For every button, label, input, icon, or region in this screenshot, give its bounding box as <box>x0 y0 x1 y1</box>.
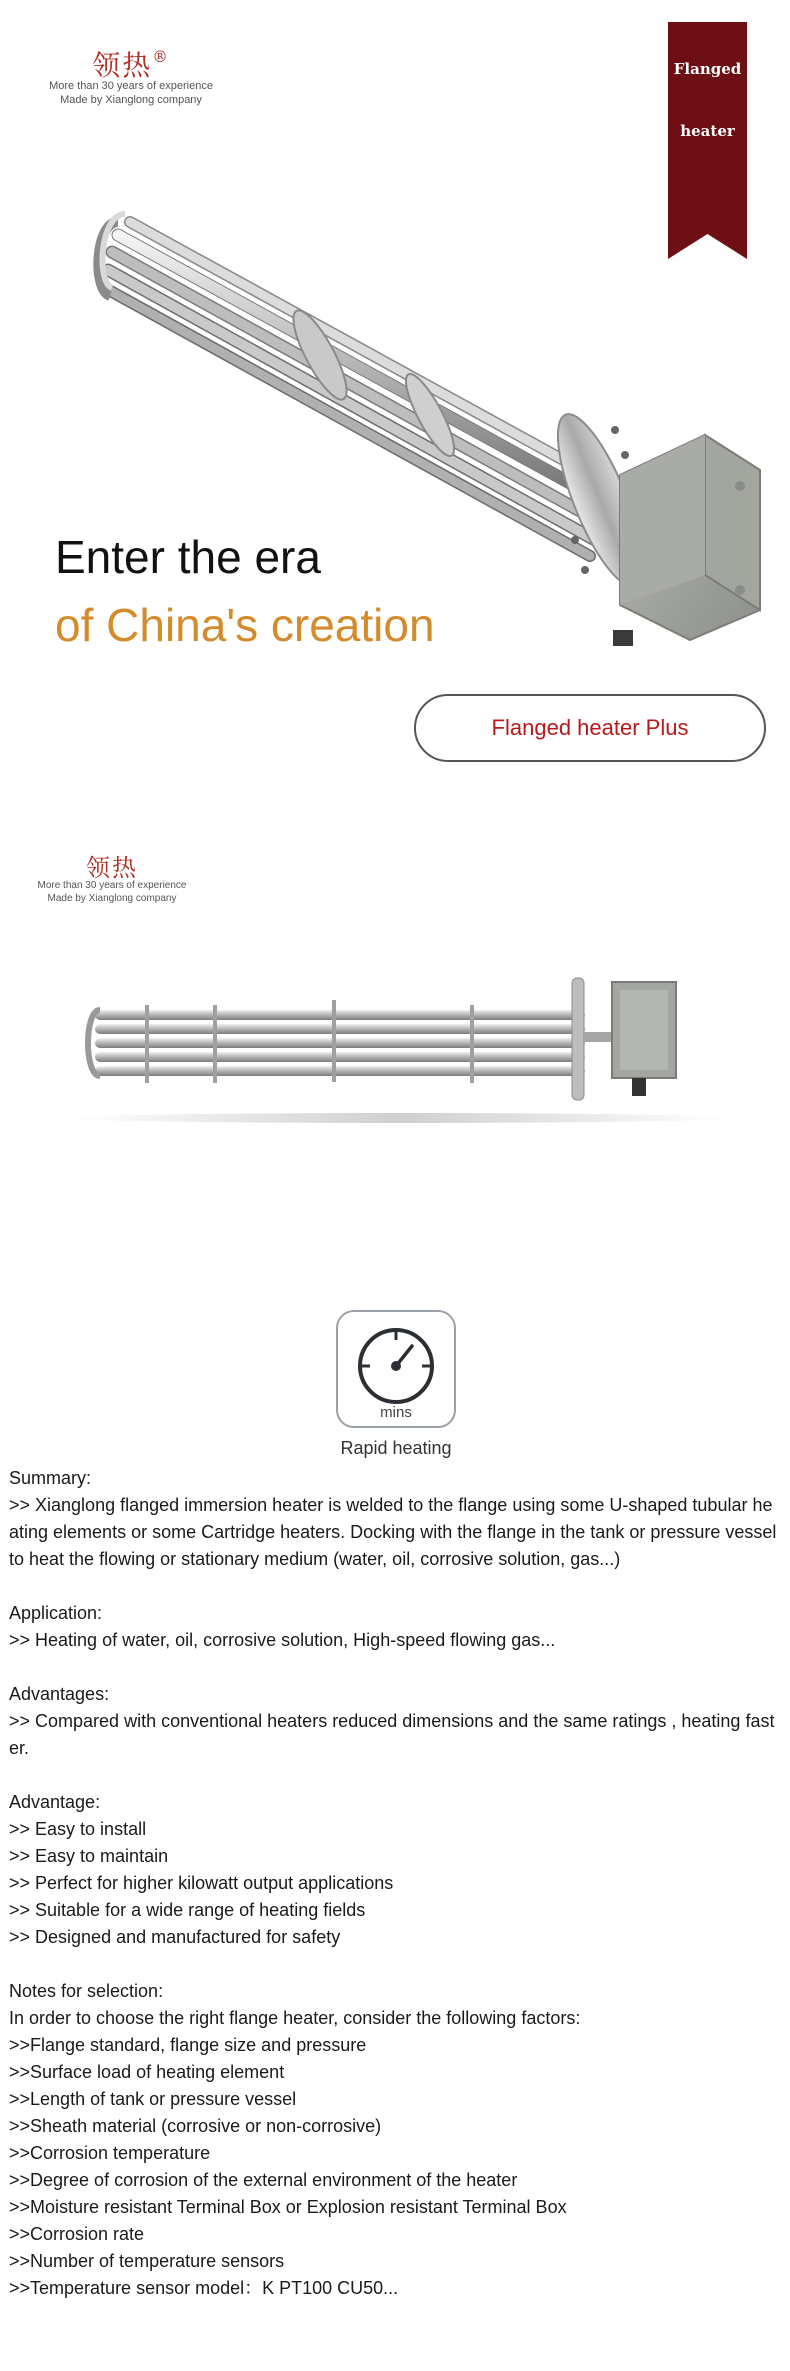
notes-intro: In order to choose the right flange heater, consider the following factors: <box>9 2008 581 2028</box>
list-item: >>Corrosion rate <box>9 2224 145 2244</box>
rapid-heating-feature <box>336 1310 456 1428</box>
list-item: >>Number of temperature sensors <box>9 2251 285 2271</box>
list-item: >>Moisture resistant Terminal Box or Explosion resistant Terminal Box <box>9 2197 567 2217</box>
advantages-heading: Advantages: <box>9 1684 110 1704</box>
brand-name: 领热® <box>92 48 170 82</box>
brand-logo <box>36 48 226 108</box>
advantage-heading: Advantage: <box>9 1792 101 1812</box>
list-item: >> Easy to install <box>9 1819 147 1839</box>
list-item: >>Surface load of heating element <box>9 2062 285 2082</box>
feature-label: Rapid heating <box>340 1438 452 1458</box>
list-item: >>Flange standard, flange size and pressure <box>9 2035 367 2055</box>
application-text: >> Heating of water, oil, corrosive solution, High-speed flowing gas... <box>9 1630 556 1650</box>
ribbon-shape <box>668 22 747 259</box>
summary-text: >> Xianglong flanged immersion heater is welded to the flange using some U-shaped tubular heating elements or some Cartridge heaters. Docking with the flange in the tank or pressure vessel to heat the flowing or stationary medium (water, oil, corrosive solution, gas...) <box>9 1495 777 1569</box>
application-heading: Application: <box>9 1603 103 1623</box>
list-item: >> Easy to maintain <box>9 1846 169 1866</box>
list-item: >> Designed and manufactured for safety <box>9 1927 341 1947</box>
hero-slogan-line-1: Enter the era <box>55 531 321 583</box>
ribbon-line-2: heater <box>680 122 735 140</box>
product-description <box>9 1465 781 2302</box>
list-item: >>Degree of corrosion of the external environment of the heater <box>9 2170 518 2190</box>
list-item: >> Perfect for higher kilowatt output applications <box>9 1873 394 1893</box>
brand-name-secondary: 领热 <box>86 854 138 882</box>
list-item: >>Sheath material (corrosive or non-corrosive) <box>9 2116 382 2136</box>
flanged-heater-plus-button[interactable]: Flanged heater Plus <box>414 694 766 762</box>
category-ribbon <box>668 22 747 259</box>
summary-heading: Summary: <box>9 1468 92 1488</box>
brand-tagline-secondary-2: Made by Xianglong company <box>47 892 177 904</box>
feature-unit: mins <box>380 1404 412 1421</box>
brand-tagline: More than 30 years of experience <box>49 80 213 92</box>
notes-heading: Notes for selection: <box>9 1981 164 2001</box>
brand-tagline-secondary: More than 30 years of experience <box>37 880 187 891</box>
list-item: >>Temperature sensor model：K PT100 CU50... <box>9 2278 399 2298</box>
list-item: >>Corrosion temperature <box>9 2143 211 2163</box>
list-item: >> Suitable for a wide range of heating fields <box>9 1900 366 1920</box>
advantages-text: >> Compared with conventional heaters reduced dimensions and the same ratings , heating faster. <box>9 1711 775 1758</box>
ribbon-line-1: Flanged <box>673 60 742 78</box>
hero-banner <box>0 0 790 790</box>
brand-tagline-2: Made by Xianglong company <box>60 93 202 106</box>
list-item: >>Length of tank or pressure vessel <box>9 2089 297 2109</box>
hero-slogan-line-2: of China's creation <box>55 599 435 651</box>
flanged-heater-side-image <box>0 820 790 1140</box>
